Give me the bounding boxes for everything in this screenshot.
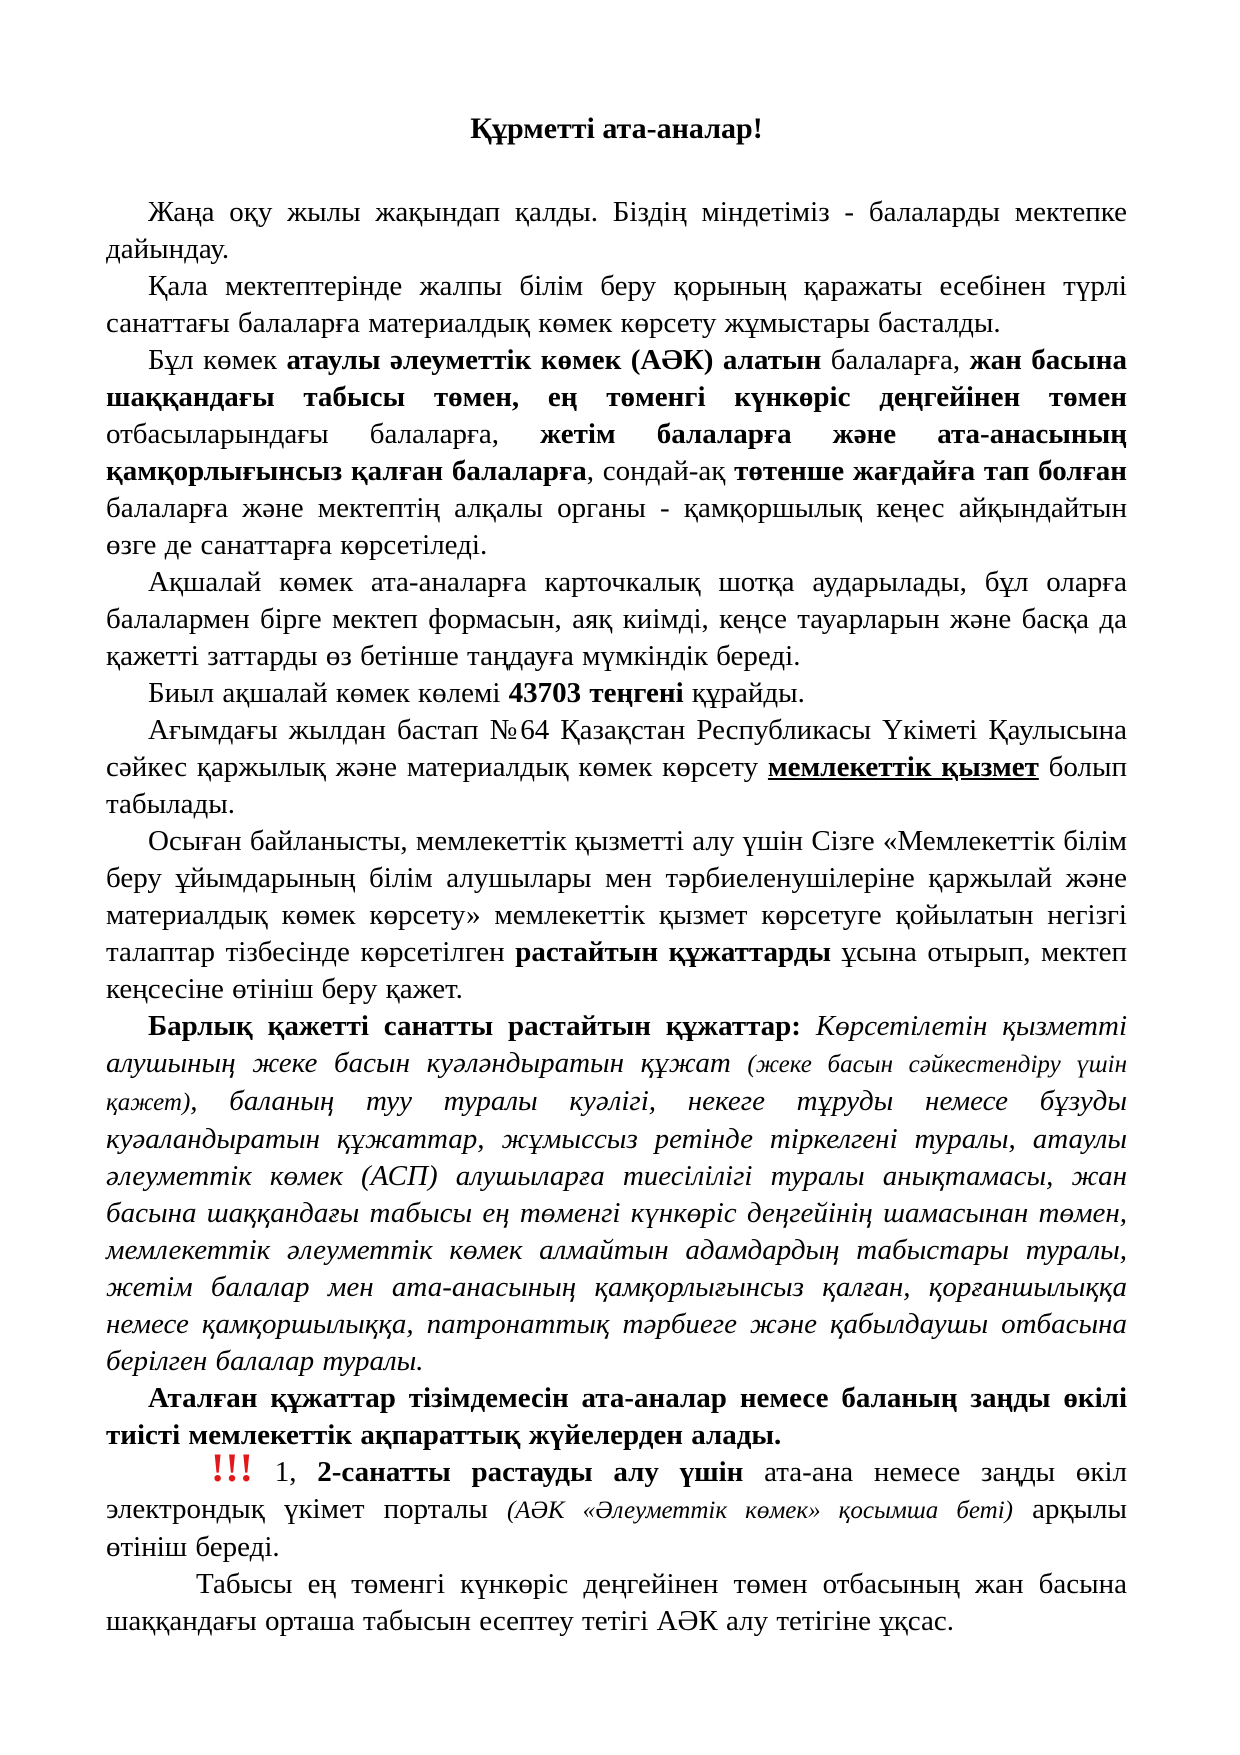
- paragraph-help-categories: [106, 342, 1127, 564]
- text-run: Биыл ақшалай көмек көлемі: [148, 677, 509, 709]
- text-run: балаларға,: [830, 344, 970, 376]
- text-run: отбасыларындағы балаларға,: [106, 418, 541, 450]
- paragraph-egov-portal: [106, 1445, 1128, 1566]
- paragraph-money-card: [106, 564, 1127, 675]
- text-run: Аталған құжаттар тізімдемесін ата-аналар немесе баланың заңды өкілі тиісті мемлекеттік ақпараттық жүйелерден алады.: [106, 1382, 1127, 1451]
- text-run: Табысы ең төменгі күнкөріс деңгейінен төмен отбасының жан басына шаққандағы орташа табысын есептеу тетігі АӘК алу тетігіне ұқсас.: [106, 1568, 1127, 1637]
- text-run: , баланың туу туралы куәлігі, некеге тұруды немесе бұзуды куәаландыратын құжаттар, жұмыссыз ретінде тіркелгені туралы, атаулы әлеуметтік көмек (АСП) алушыларға тиесілілігі туралы анықтамасы, жан басына шаққандағы табысы ең төменгі күнкөріс деңгейінің шамасынан төмен, мемлекеттік әлеуметтік көмек алмайтын адамдардың табыстары туралы, жетім балалар мен ата-анасының қамқорлығынсыз қалған, қорғаншылыққа немесе қамқоршылыққа, патронаттық тәрбиеге және қабылдаушы отбасына берілген балалар туралы.: [106, 1085, 1127, 1377]
- text-run: жетім балаларға және ата-анасының қамқорлығынсыз қалған балаларға: [106, 418, 1127, 487]
- paragraph-government-decree: [106, 712, 1127, 823]
- text-run: ата-ана немесе заңды өкіл электрондық үкімет порталы: [106, 1456, 1128, 1525]
- paragraph-city-schools: [106, 268, 1127, 342]
- text-run: , сондай-ақ: [586, 455, 735, 487]
- text-run: Ағымдағы жылдан бастап №64 Қазақстан Республикасы Үкіметі Қаулысына сәйкес қаржылық және материалдық көмек көрсету: [106, 714, 1127, 783]
- exclamation-marker: !!!: [211, 1445, 254, 1490]
- text-run: Қала мектептерінде жалпы білім беру қорының қаражаты есебінен түрлі санаттағы балаларға материалдық көмек көрсету жұмыстары басталды.: [106, 270, 1127, 339]
- text-run: атаулы әлеуметтік көмек (АӘК) алатын: [286, 344, 831, 376]
- text-run: құрайды.: [683, 677, 805, 709]
- text-run: төтенше жағдайға тап болған: [734, 455, 1127, 487]
- text-run: 43703 теңгені: [508, 677, 684, 709]
- document-title: Құрметті ата-аналар!: [470, 112, 763, 145]
- text-run: Ақшалай көмек ата-аналарға карточкалық шотқа аударылады, бұл оларға балалармен бірге мектеп формасын, аяқ киімді, кеңсе тауарларын және басқа да қажетті заттарды өз бетінше таңдауға мүмкіндік береді.: [106, 566, 1127, 672]
- document-body: [106, 194, 1127, 1640]
- text-run: Көрсетілетін қызметті алушының жеке басын куәләндыратын құжат: [106, 1010, 1128, 1079]
- paragraph-intro: [106, 194, 1127, 268]
- text-run: Бұл көмек: [148, 344, 287, 376]
- text-run: ұсына отырып, мектеп кеңсесіне өтініш беру қажет.: [106, 936, 1128, 1005]
- text-run: Осыған байланысты, мемлекеттік қызметті алу үшін Сізге «Мемлекеттік білім беру ұйымдарының білім алушылары мен тәрбиеленушілеріне қаржылай және материалдық көмек көрсету» мемлекеттік қызмет көрсетуге қойылатын негізгі талаптар тізбесінде көрсетілген: [106, 825, 1127, 968]
- text-run: Барлық қажетті санатты растайтын құжаттар:: [148, 1010, 816, 1042]
- paragraph-income-calculation: [106, 1566, 1127, 1640]
- text-run: мемлекеттік қызмет: [767, 751, 1039, 783]
- paragraph-documents-list: [106, 1008, 1127, 1380]
- text-run: арқылы өтініш береді.: [106, 1493, 1128, 1563]
- text-run: (жеке басын сәйкестендіру үшін қажет): [106, 1051, 1127, 1116]
- text-run: болып табылады.: [106, 751, 1127, 820]
- text-run: Жаңа оқу жылы жақындап қалды. Біздің міндетіміз - балаларды мектепке дайындау.: [106, 196, 1127, 265]
- paragraph-application: [106, 823, 1127, 1008]
- text-run: (АӘК «Әлеуметтік көмек» қосымша беті): [506, 1497, 1013, 1524]
- text-run: 1,: [253, 1456, 318, 1488]
- paragraph-info-systems: [106, 1380, 1127, 1454]
- text-run: жан басына шаққандағы табысы төмен, ең төменгі күнкөріс деңгейінен төмен: [106, 344, 1127, 413]
- paragraph-amount: [106, 675, 1127, 712]
- text-run: растайтын құжаттарды: [515, 936, 832, 968]
- text-run: балаларға және мектептің алқалы органы - қамқоршылық кеңес айқындайтын өзге де санаттарға көрсетіледі.: [106, 492, 1127, 561]
- text-run: 2-санатты растауды алу үшін: [317, 1456, 765, 1488]
